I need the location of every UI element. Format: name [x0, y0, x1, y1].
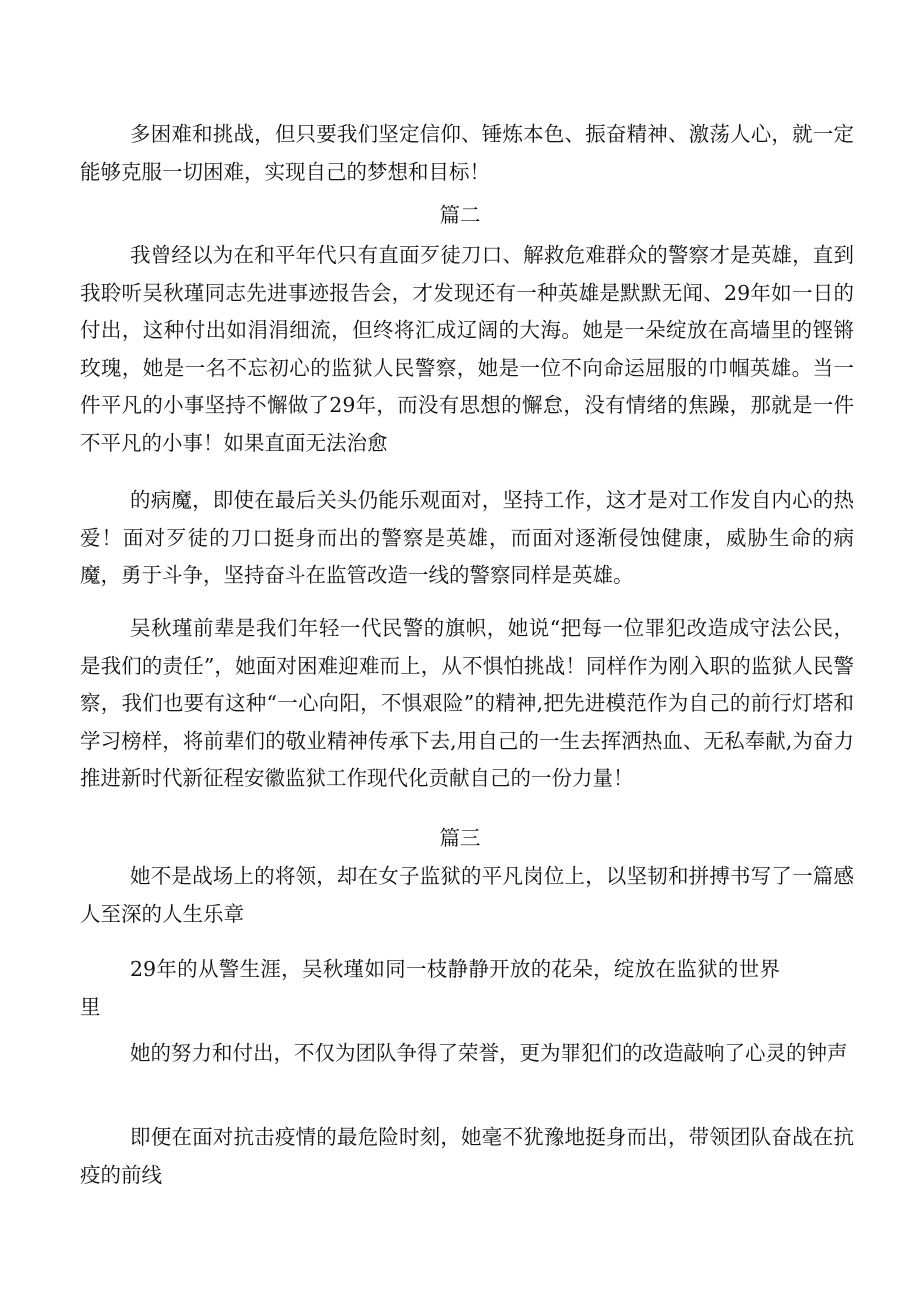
section-title-3: 篇三 — [439, 826, 481, 850]
paragraph-7: 她的努力和付出，不仅为团队争得了荣誉，更为罪犯们的改造敲响了心灵的钟声 — [130, 1041, 848, 1065]
paragraph-5: 她不是战场上的将领，却在女子监狱的平凡岗位上，以坚韧和拼搏书写了一篇感人至深的人生乐章 — [80, 864, 854, 926]
paragraph-6: 29年的从警生涯，吴秋瑾如同一枝静静开放的花朵，绽放在监狱的世界里 — [80, 957, 780, 1019]
paragraph-2: 我曾经以为在和平年代只有直面歹徒刀口、解救危难群众的警察才是英雄，直到我聆听吴秋瑾同志先进事迹报告会，才发现还有一种英雄是默默无闻、29年如一日的付出，这种付出如涓涓细流，但终将汇成辽阔的大海。她是一朵绽放在高墙里的铿锵玫瑰，她是一名不忘初心的监狱人民警察，她是一位不向命运屈服的巾帼英雄。当一件平凡的小事坚持不懈做了29年，而没有思想的懈怠，没有情绪的焦躁，那就是一件不平凡的小事！如果直面无法治愈 — [80, 243, 854, 455]
paragraph-3: 的病魔，即使在最后关头仍能乐观面对，坚持工作，这才是对工作发自内心的热爱！面对歹徒的刀口挺身而出的警察是英雄，而面对逐渐侵蚀健康，威胁生命的病魔，勇于斗争，坚持奋斗在监管改造一线的警察同样是英雄。 — [80, 488, 854, 588]
section-title-2: 篇二 — [439, 203, 481, 227]
paragraph-8: 即便在面对抗击疫情的最危险时刻，她毫不犹豫地挺身而出，带领团队奋战在抗疫的前线 — [80, 1125, 854, 1187]
paragraph-1: 多困难和挑战，但只要我们坚定信仰、锤炼本色、振奋精神、激荡人心，就一定能够克服一切困难，实现自己的梦想和目标！ — [80, 122, 854, 184]
paragraph-4: 吴秋瑾前辈是我们年轻一代民警的旗帜，她说“把每一位罪犯改造成守法公民，是我们的责任”，她面对困难迎难而上，从不惧怕挑战！同样作为刚入职的监狱人民警察，我们也要有这种“一心向阳，不惧艰险”的精神,把先进模范作为自己的前行灯塔和学习榜样，将前辈们的敬业精神传承下去,用自己的一生去挥洒热血、无私奉献,为奋力推进新时代新征程安徽监狱工作现代化贡献自己的一份力量！ — [80, 616, 854, 791]
